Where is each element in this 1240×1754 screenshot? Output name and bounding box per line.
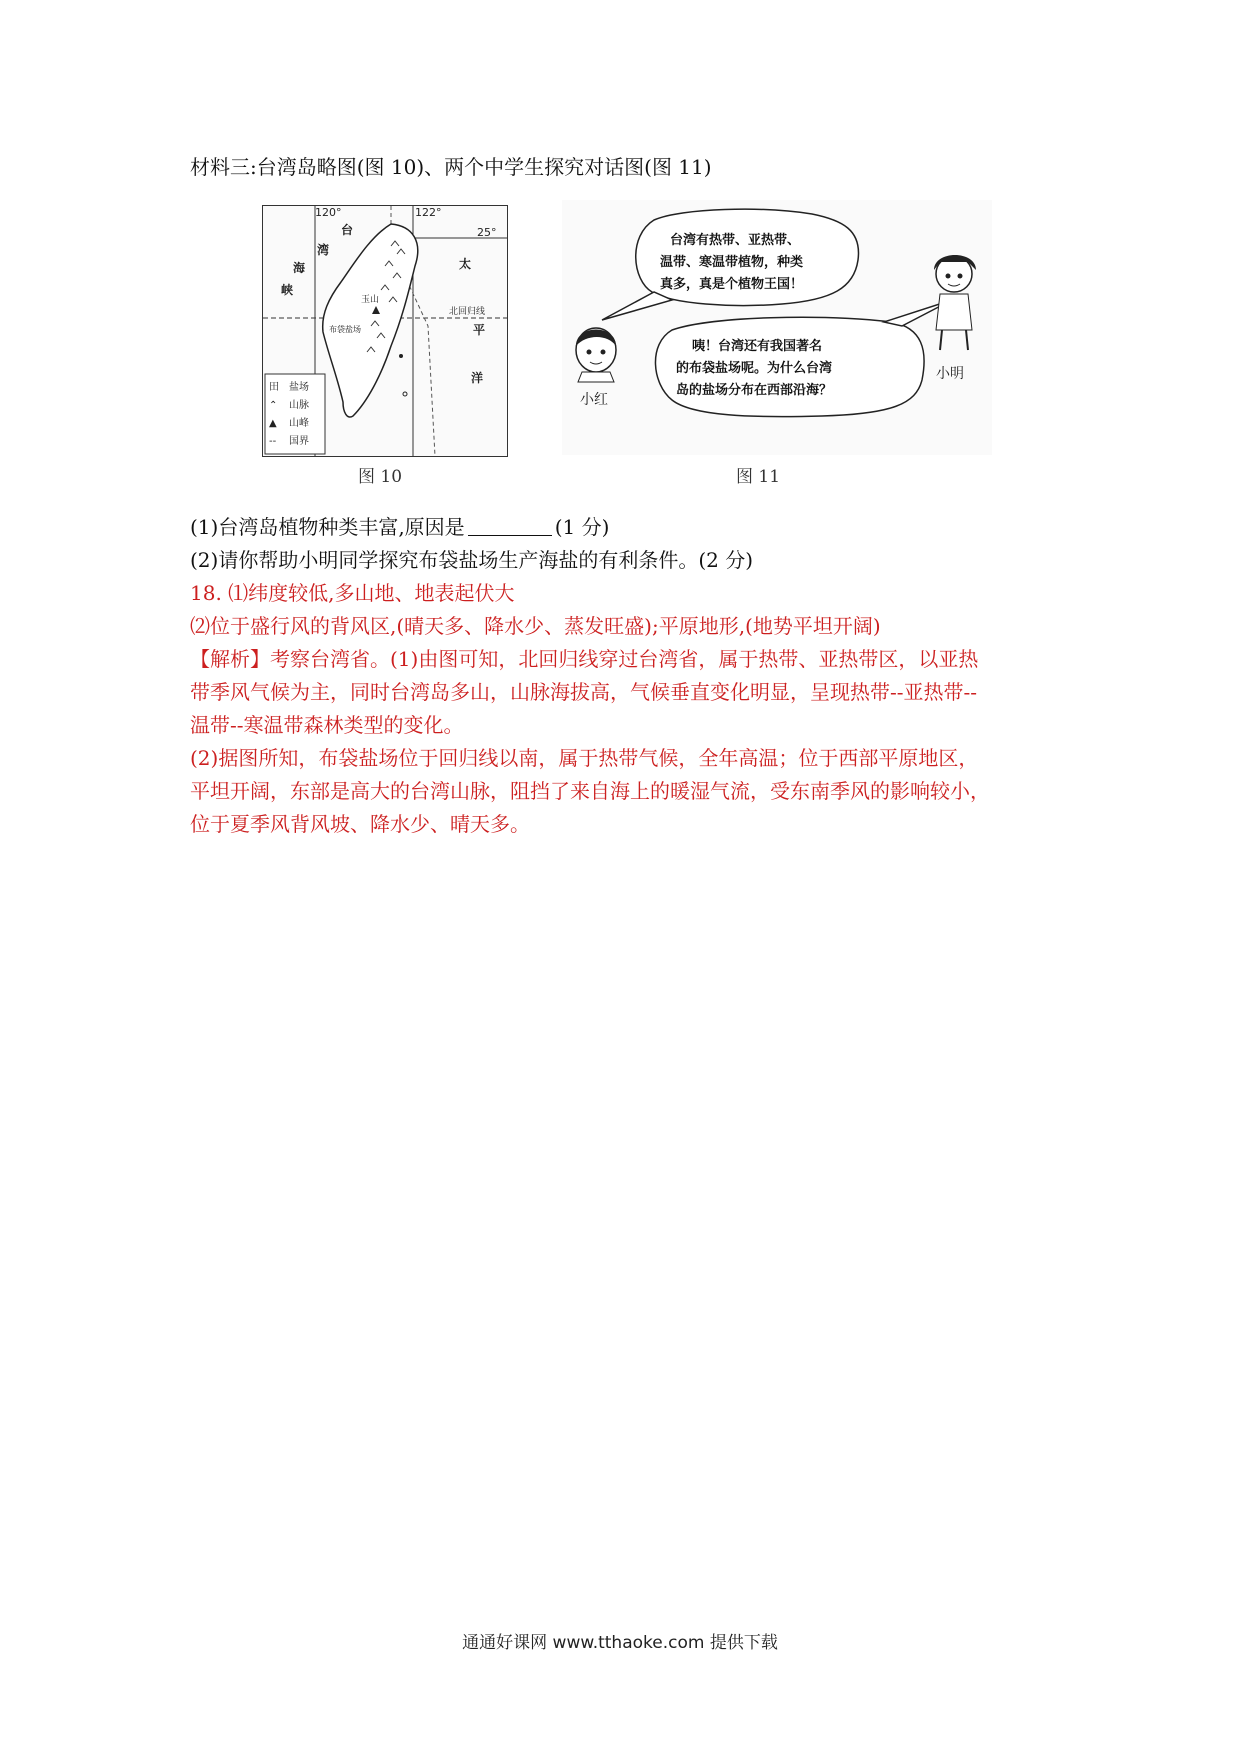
svg-text:▲: ▲ bbox=[269, 418, 277, 429]
svg-text:国界: 国界 bbox=[289, 436, 309, 447]
saltfield-label: 布袋盐场 bbox=[329, 325, 361, 334]
svg-text:⌃: ⌃ bbox=[269, 400, 278, 411]
strait-char-2: 湾 bbox=[317, 243, 330, 257]
material-title: 材料三:台湾岛略图(图 10)、两个中学生探究对话图(图 11) bbox=[190, 155, 712, 179]
question-1: (1)台湾岛植物种类丰富,原因是 (1 分) bbox=[190, 515, 610, 539]
dialogue-illustration bbox=[562, 200, 992, 455]
analysis-line-2: 带季风气候为主，同时台湾岛多山，山脉海拔高，气候垂直变化明显，呈现热带--亚热带-- bbox=[190, 680, 978, 704]
fig10-caption: 图 10 bbox=[358, 467, 403, 487]
taiwan-map bbox=[263, 206, 507, 456]
bubble-top-tail bbox=[602, 292, 672, 320]
figures-block bbox=[262, 200, 992, 490]
strait-char-1: 台 bbox=[341, 223, 354, 237]
answer-line-2: ⑵位于盛行风的背风区,(晴天多、降水少、蒸发旺盛);平原地形,(地势平坦开阔) bbox=[190, 614, 881, 638]
boy-figure bbox=[934, 255, 976, 350]
bubble-bottom-line-3: 岛的盐场分布在西部沿海？ bbox=[676, 383, 833, 398]
bubble-top-line-2: 温带、寒温带植物，种类 bbox=[660, 255, 804, 270]
bubble-bottom-line-2: 的布袋盐场呢。为什么台湾 bbox=[676, 361, 833, 376]
analysis-line-1: 【解析】考察台湾省。(1)由图可知，北回归线穿过台湾省，属于热带、亚热带区，以亚热 bbox=[190, 647, 979, 671]
svg-text:田: 田 bbox=[269, 382, 279, 393]
svg-text:山峰: 山峰 bbox=[289, 418, 309, 429]
svg-text:--: -- bbox=[269, 436, 277, 447]
answer-line-1: 18. ⑴纬度较低,多山地、地表起伏大 bbox=[190, 581, 515, 605]
analysis-line-4: (2)据图所知，布袋盐场位于回归线以南，属于热带气候，全年高温；位于西部平原地区， bbox=[190, 746, 979, 770]
answer-blank bbox=[468, 517, 552, 536]
lon-120-label: 120° bbox=[315, 206, 342, 219]
svg-text:山脉: 山脉 bbox=[289, 400, 309, 411]
girl-figure bbox=[576, 328, 616, 382]
fig11-caption: 图 11 bbox=[736, 467, 781, 487]
question-2: (2)请你帮助小明同学探究布袋盐场生产海盐的有利条件。(2 分) bbox=[190, 548, 754, 572]
bubble-top-line-1: 台湾有热带、亚热带、 bbox=[670, 233, 801, 248]
lat-25-label: 25° bbox=[477, 226, 497, 239]
dialogue-figure bbox=[562, 200, 992, 455]
bubble-top-line-3: 真多，真是个植物王国！ bbox=[660, 277, 804, 292]
analysis-line-6: 位于夏季风背风坡、降水少、晴天多。 bbox=[190, 812, 530, 836]
analysis-line-5: 平坦开阔，东部是高大的台湾山脉，阻挡了来自海上的暖湿气流，受东南季风的影响较小， bbox=[190, 779, 990, 803]
boy-name: 小明 bbox=[936, 366, 964, 382]
analysis-line-3: 温带--寒温带森林类型的变化。 bbox=[190, 713, 464, 737]
girl-name: 小红 bbox=[580, 392, 608, 408]
page-footer: 通通好课网 www.tthaoke.com 提供下载 bbox=[462, 1633, 778, 1653]
yushan-label: 玉山 bbox=[361, 295, 380, 305]
strait-char-4: 峡 bbox=[281, 283, 294, 297]
taiwan-island bbox=[323, 224, 418, 417]
lon-122-label: 122° bbox=[415, 206, 442, 219]
ocean-char-2: 平 bbox=[473, 323, 486, 337]
strait-char-3: 海 bbox=[293, 261, 306, 275]
tropic-label: 北回归线 bbox=[449, 307, 486, 317]
svg-text:盐场: 盐场 bbox=[289, 382, 309, 393]
bubble-bottom-line-1: 咦！台湾还有我国著名 bbox=[692, 339, 823, 354]
ocean-char-1: 太 bbox=[459, 257, 472, 271]
ocean-char-3: 洋 bbox=[471, 371, 484, 385]
taiwan-map-figure bbox=[262, 205, 508, 457]
